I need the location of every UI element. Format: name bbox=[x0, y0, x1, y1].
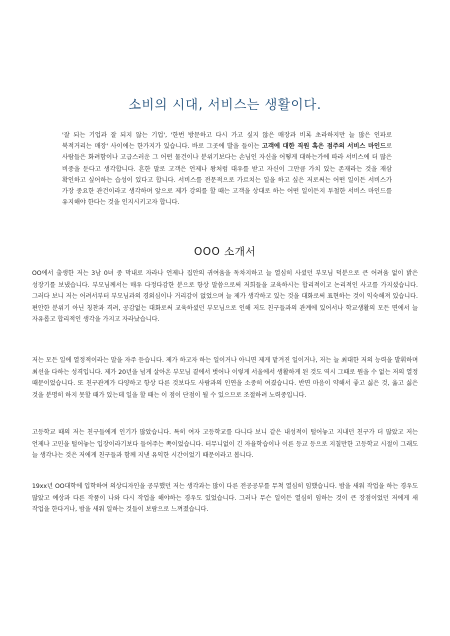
intro-text: '잘 되는 기업과 잘 되지 않는 기업', '한번 방문하고 다시 가고 싶지 않은 매장과 비록 초라하지만 늘 많은 인파로 북적거리는 매장' 사이에는 한가지가 있습니다. 바로 그곳에 발을 들이는 bbox=[62, 132, 392, 151]
section-title: OOO 소개서 bbox=[193, 246, 257, 258]
intro-emphasis: 고객에 대한 직원 혹은 점주의 서비스 마인드 bbox=[261, 143, 387, 151]
body-paragraph-4: 19xx년 OO대학에 입학하여 의상디자인을 공부했던 저는 생각과는 많이 다른 전공공부를 무척 열심히 임했습니다. 밤을 새워 작업을 하는 경우도 많았고 예상과 다른 작품이 나와 다시 작업을 해야하는 경우도 있었습니다. 그러나 무슨 일이든 열심히 임하는 것이 큰 장점이었던 저에게 새 작업을 한다거나, 밤을 새워 일하는 것들이 보람으로 느껴졌습니다. bbox=[32, 483, 418, 513]
body-paragraph-1: OO에서 출생한 저는 3남 0녀 중 막내로 자라나 언제나 집안의 귀여움을 독차지하고 늘 열심히 사셨던 부모님 덕분으로 큰 어려움 없이 밝은 성장기를 보냈습니다. 부모님께서는 매우 다정다감한 분으로 항상 말씀으로써 저희들을 교육하시는 합리적이고 논리적인 사고를 가지셨습니다. 그러다 보니 저는 어려서부터 부모님과의 경외심이나 거리감이 없었으며 늘 제가 생각하고 있는 것을 대화로써 표현하는 것이 익숙해져 있습니다. 편안한 분위기 아닌 칭찬과 격려, 공감없는 대화로써 교육하셨던 부모님으로 인해 저도 친구들과의 관계에 있어서나 학교생활의 모든 면에서 늘 자유롭고 합리적인 생각을 가지고 자라났습니다. bbox=[32, 270, 418, 323]
document-title: 소비의 시대, 서비스는 생활이다. bbox=[128, 98, 322, 113]
intro-paragraph bbox=[62, 130, 392, 208]
body-paragraph-3: 고등학교 때의 저는 친구들에게 인기가 많았습니다. 특히 여자 고등학교를 다니다 보니 같은 내성적이 털어놓고 지내던 친구가 더 많았고 저는 언제나 고민을 털어놓는 입장이라기보다 들어주는 쪽이었습니다. 터무니없이 긴 자율학습이나 이른 등교 등으로 지칠만한 고등학교 시절이 그래도 늘 생각나는 것은 저에게 친구들과 함께 지낸 유익한 시간이었기 때문이라고 봅니다. bbox=[32, 429, 418, 459]
body-paragraph-2: 저는 모든 일에 열정적이라는 말을 자주 듣습니다. 제가 하고자 하는 일이거나 아니면 제게 맡겨진 일이거나, 저는 늘 최대한 저의 능력을 발휘하며 최선을 다하는 성격입니다. 제가 20년을 넘게 살아온 부모님 곁에서 벗어나 이렇게 서울에서 생활하게 된 것도 역시 그때로 뭔을 수 없는 저의 열정 때문이었습니다. 또 친구관계가 다양하고 항상 다른 것보다도 사람과의 인연을 소중히 여겼습니다. 반면 마음이 약해서 좋고 싫은 것, 옳고 싫은 것을 분명히 하지 못할 때가 있는데 일을 할 때는 이 점이 단점이 될 수 있으므로 조절하려 노력중입니다. bbox=[32, 357, 418, 399]
intro-text-rest: 로 사람들은 화려함이나 고급스러운 그 어떤 물건이나 분위기보다는 손님인 자신을 어떻게 대하는가에 따라 서비스에 더 많은 비중을 둔다고 생각합니다. 흔한 말로 고객은 언제나 왕처럼 대우를 받고 자신이 그만큼 가치 있는 존재라는 것을 재삼 확인하고 싶어하는 습성이 있다고 합니다. 서비스를 전문적으로 가르치는 일을 하고 싶은 저로써는 어떤 일이든 서비스가 가장 중요한 관건이라고 생각하며 앞으로 제가 강의를 할 때는 고객을 상대로 하는 어떤 일이든지 투철한 서비스 마인드를 유지해야 한다는 것을 인지시키고자 합니다. bbox=[62, 143, 392, 207]
